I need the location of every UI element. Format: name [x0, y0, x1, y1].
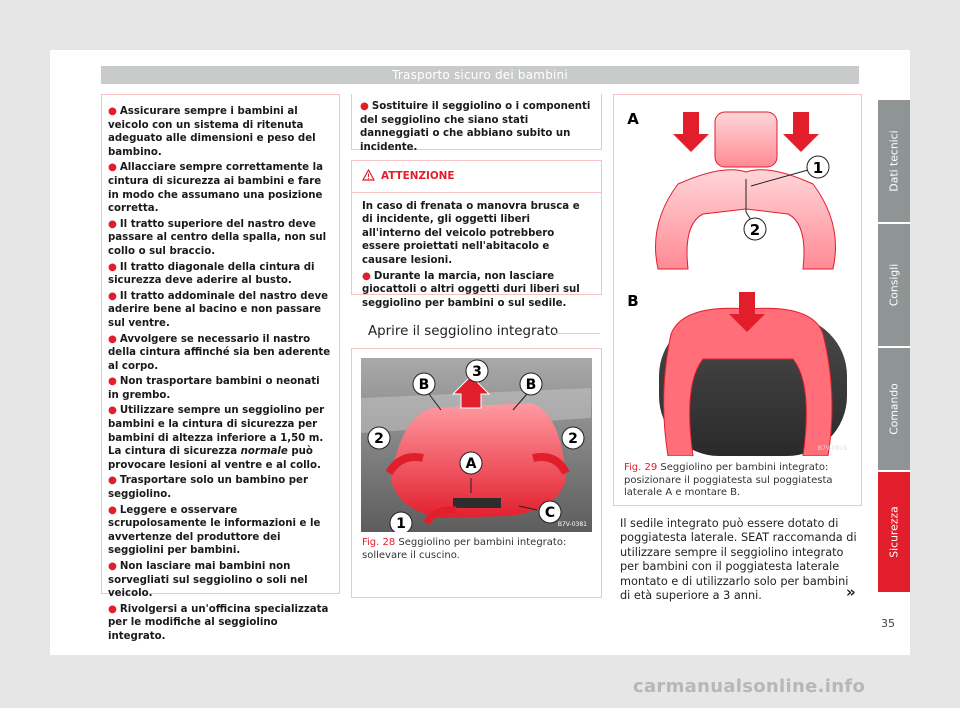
list-item: ● Rivolgersi a un'officina specializzata per le modifiche al seggiolino integrato. — [108, 603, 329, 642]
tab-sicurezza[interactable]: Sicurezza — [878, 472, 910, 592]
watermark: carmanualsonline.info — [633, 676, 866, 697]
list-item: ● Il tratto addominale del nastro deve aderire bene al bacino e non passare sul ventre. — [108, 290, 329, 329]
body-paragraph: Il sedile integrato può essere dotato di poggiatesta laterale. SEAT raccomanda di utilizzare sempre il seggiolino integrato per bambini con il poggiatesta laterale montato e di utilizzarlo solo per bambini di età superiore a 3 anni. — [620, 517, 857, 603]
attention-text: In caso di frenata o manovra brusca e di incidente, gli oggetti liberi all'interno del veicolo potrebbero essere proiettati nell'abitacolo e causare lesioni. — [362, 200, 580, 266]
bullet-icon: ● — [362, 270, 371, 282]
figure-label: Fig. 29 — [624, 462, 658, 473]
figure-code: B7V-0819 — [817, 445, 847, 452]
list-item: ● Utilizzare sempre un seggiolino per bambini e la cintura di sicurezza per bambini di altezza inferiore a 1,50 m. La cintura di sicurezza normale può provocare lesioni al ventre e al collo. — [108, 405, 325, 471]
callout-label: 2 — [568, 431, 578, 447]
warning-triangle-icon — [362, 169, 375, 186]
figure-29-illustration — [623, 104, 852, 456]
panel-label: B — [627, 292, 639, 310]
warning-box-middle — [351, 94, 602, 153]
attention-header: ATTENZIONE — [352, 161, 601, 193]
callout-label: 2 — [374, 431, 384, 447]
tab-dati-tecnici[interactable]: Dati tecnici — [878, 100, 910, 222]
section-heading — [368, 324, 600, 339]
bullet-icon: ● — [108, 405, 117, 417]
figure-29 — [613, 94, 862, 506]
list-item: ● Trasportare solo un bambino per seggiolino. — [108, 475, 308, 501]
bullet-icon: ● — [108, 218, 117, 230]
side-tabs — [828, 50, 910, 655]
figure-caption: Fig. 29 Seggiolino per bambini integrato: posizionare il poggiatesta sul poggiatesta laterale A e montare B. — [624, 462, 833, 499]
tab-comando[interactable]: Comando — [878, 348, 910, 470]
callout-label: B — [418, 377, 430, 393]
callout-label: B — [525, 377, 537, 393]
bullet-icon: ● — [108, 475, 117, 487]
bullet-icon: ● — [108, 261, 117, 273]
figure-label: Fig. 28 — [362, 537, 396, 548]
page-header: Trasporto sicuro dei bambini — [101, 66, 859, 84]
bullet-icon: ● — [108, 376, 117, 388]
bullet-icon: ● — [108, 561, 117, 572]
continue-icon: » — [846, 583, 856, 601]
list-item: ● Allacciare sempre correttamente la cintura di sicurezza ai bambini e fare in modo che assumano una posizione corretta. — [108, 162, 323, 215]
page-number: 35 — [881, 617, 895, 630]
figure-code: B7V-0381 — [557, 521, 587, 528]
callout-label: 1 — [812, 159, 824, 177]
figure-28-illustration — [361, 358, 592, 532]
callout-label: A — [465, 456, 477, 472]
cushion-handle — [453, 498, 501, 508]
callout-label: 3 — [472, 364, 482, 380]
bullet-icon: ● — [108, 106, 117, 117]
bullet-icon: ● — [108, 333, 117, 345]
tab-consigli[interactable]: Consigli — [878, 224, 910, 346]
headrest-shape — [715, 112, 777, 167]
attention-box — [351, 160, 602, 309]
list-item: ● Avvolgere se necessario il nastro della cintura affinché sia ben aderente al corpo. — [108, 333, 331, 372]
list-item: ● Durante la marcia, non lasciare giocattoli o altri oggetti duri liberi sul seggiolino per bambini o sul sedile. — [362, 270, 580, 309]
bullet-icon: ● — [108, 162, 117, 174]
manual-page — [50, 50, 910, 655]
figure-caption: Fig. 28 Seggiolino per bambini integrato: sollevare il cuscino. — [362, 537, 567, 561]
section-title: Aprire il seggiolino integrato — [368, 324, 559, 339]
attention-body — [352, 193, 601, 321]
list-item: ● Non lasciare mai bambini non sorvegliati sul seggiolino o soli nel veicolo. — [108, 561, 308, 600]
bullet-icon: ● — [360, 101, 369, 112]
bullet-icon: ● — [108, 603, 117, 615]
list-item: ● Assicurare sempre i bambini al veicolo con un sistema di ritenuta adeguato alle dimensioni e peso del bambino. — [108, 106, 316, 158]
list-item: ● Il tratto superiore del nastro deve passare al centro della spalla, non sul collo o sul braccio. — [108, 218, 327, 257]
panel-label: A — [627, 110, 639, 128]
bullet-icon: ● — [108, 290, 117, 302]
callout-label: 1 — [396, 516, 406, 532]
callout-label: C — [544, 505, 556, 521]
bullet-icon: ● — [108, 504, 117, 516]
list-item: ● Non trasportare bambini o neonati in grembo. — [108, 376, 320, 401]
callout-label: 2 — [749, 221, 761, 239]
list-item: ● Il tratto diagonale della cintura di sicurezza deve aderire al busto. — [108, 261, 315, 287]
warning-box-left — [101, 94, 340, 642]
list-item: ● Leggere e osservare scrupolosamente le informazioni e le avvertenze del produttore dei seggiolini per bambini. — [108, 504, 321, 557]
heading-divider — [554, 333, 600, 334]
figure-28 — [351, 348, 602, 598]
list-item: ● Sostituire il seggiolino o i componenti del seggiolino che siano stati danneggiati o che abbiano subito un incidente. — [360, 101, 591, 153]
